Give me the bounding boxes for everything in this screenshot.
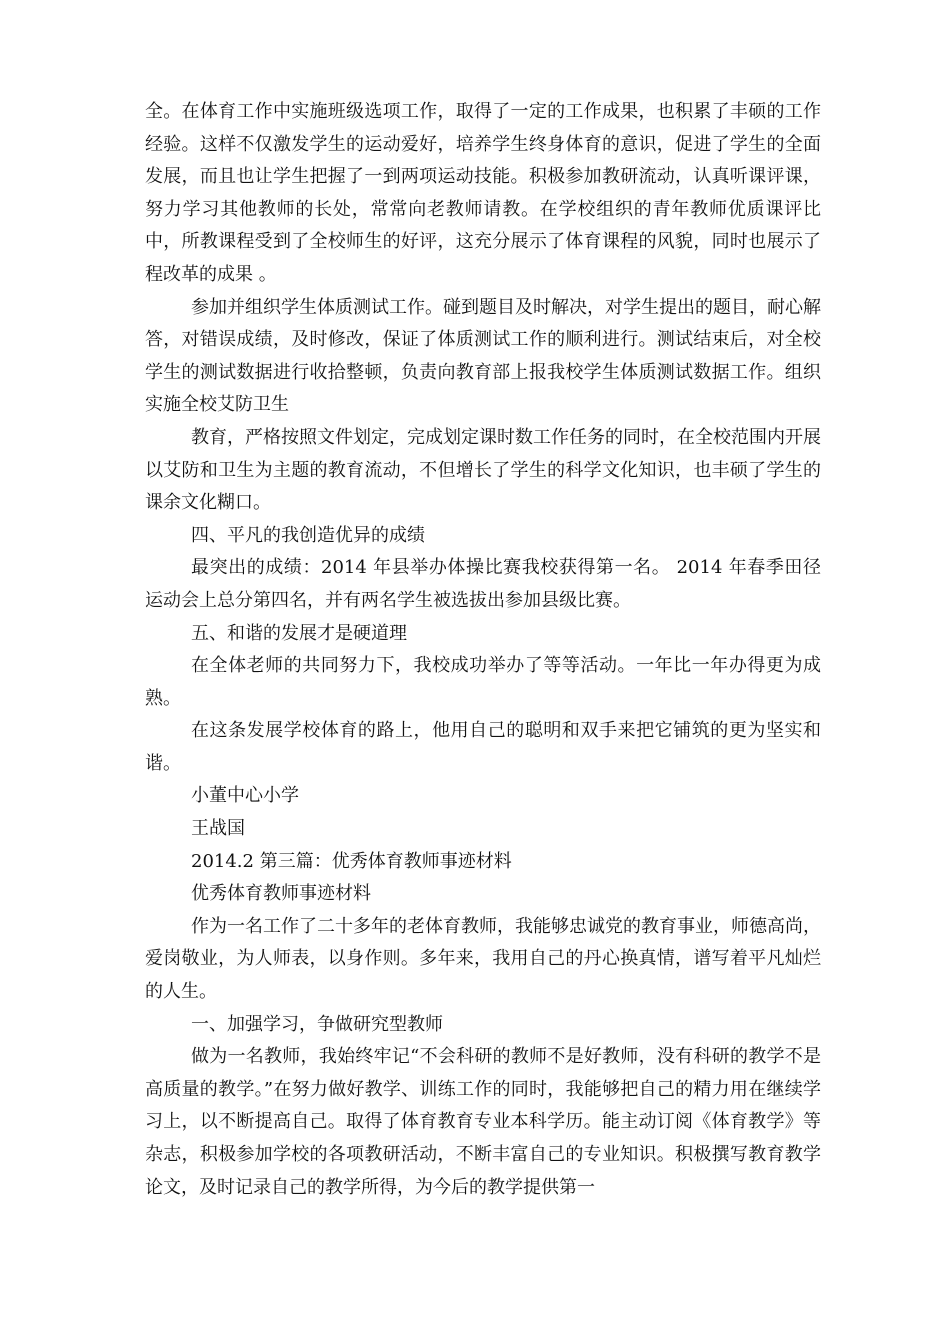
author-name: 王战国 [191,818,245,840]
date-and-part-title: 2014.2 第三篇：优秀体育教师事迹材料 [191,850,512,872]
paragraph-8: 在这条发展学校体育的路上，他用自己的聪明和双手来把它铺筑的更为坚实和谐。 [145,720,821,774]
paragraph-15: 做为一名教师，我始终牢记“不会科研的教师不是好教师，没有科研的教学不是高质量的教学。”在努力做好教学、训练工作的同时，我能够把自己的精力用在继续学习上，以不断提高自己。取得了体育教育专业本科学历。能主动订阅《体育教学》等杂志，积极参加学校的各项教研活动，不断丰富自己的专业知识。积极撰写教育教学论文，及时记录自己的教学所得，为今后的教学提供第一 [145,1046,821,1198]
document-page [145,96,821,1204]
document-title: 优秀体育教师事迹材料 [191,883,371,905]
school-name: 小董中心小学 [191,785,299,807]
section-heading-4: 四、平凡的我创造优异的成绩 [191,524,425,546]
section-heading-5: 五、和谐的发展才是硬道理 [191,622,407,644]
paragraph-5: 最突出的成绩：2014 年县举办体操比赛我校获得第一名。 2014 年春季田径运动会上总分第四名，并有两名学生被选拔出参加县级比赛。 [145,557,821,611]
paragraph-1: 全。在体育工作中实施班级选项工作，取得了一定的工作成果，也积累了丰硕的工作经验。这样不仅激发学生的运动爱好，培养学生终身体育的意识，促进了学生的全面发展，而且也让学生把握了一到两项运动技能。积极参加教研流动，认真听课评课，努力学习其他教师的长处，常常向老教师请教。在学校组织的青年教师优质课评比中，所教课程受到了全校师生的好评，这充分展示了体育课程的风貌，同时也展示了程改革的成果 。 [145,101,821,285]
paragraph-3: 教育，严格按照文件划定，完成划定课时数工作任务的同时，在全校范围内开展以艾防和卫生为主题的教育流动，不但增长了学生的科学文化知识，也丰硕了学生的课余文化糊口。 [145,426,821,514]
paragraph-2: 参加并组织学生体质测试工作。碰到题目及时解决，对学生提出的题目，耐心解答，对错误成绩，及时修改，保证了体质测试工作的顺利进行。测试结束后，对全校学生的测试数据进行收拾整顿，负责向教育部上报我校学生体质测试数据工作。组织实施全校艾防卫生 [145,296,821,416]
section-heading-1: 一、加强学习，争做研究型教师 [191,1013,443,1035]
paragraph-13: 作为一名工作了二十多年的老体育教师，我能够忠诚党的教育事业，师德高尚，爱岗敬业，为人师表，以身作则。多年来，我用自己的丹心换真情，谱写着平凡灿烂的人生。 [145,915,821,1003]
paragraph-7: 在全体老师的共同努力下，我校成功举办了等等活动。一年比一年办得更为成熟。 [145,655,821,709]
